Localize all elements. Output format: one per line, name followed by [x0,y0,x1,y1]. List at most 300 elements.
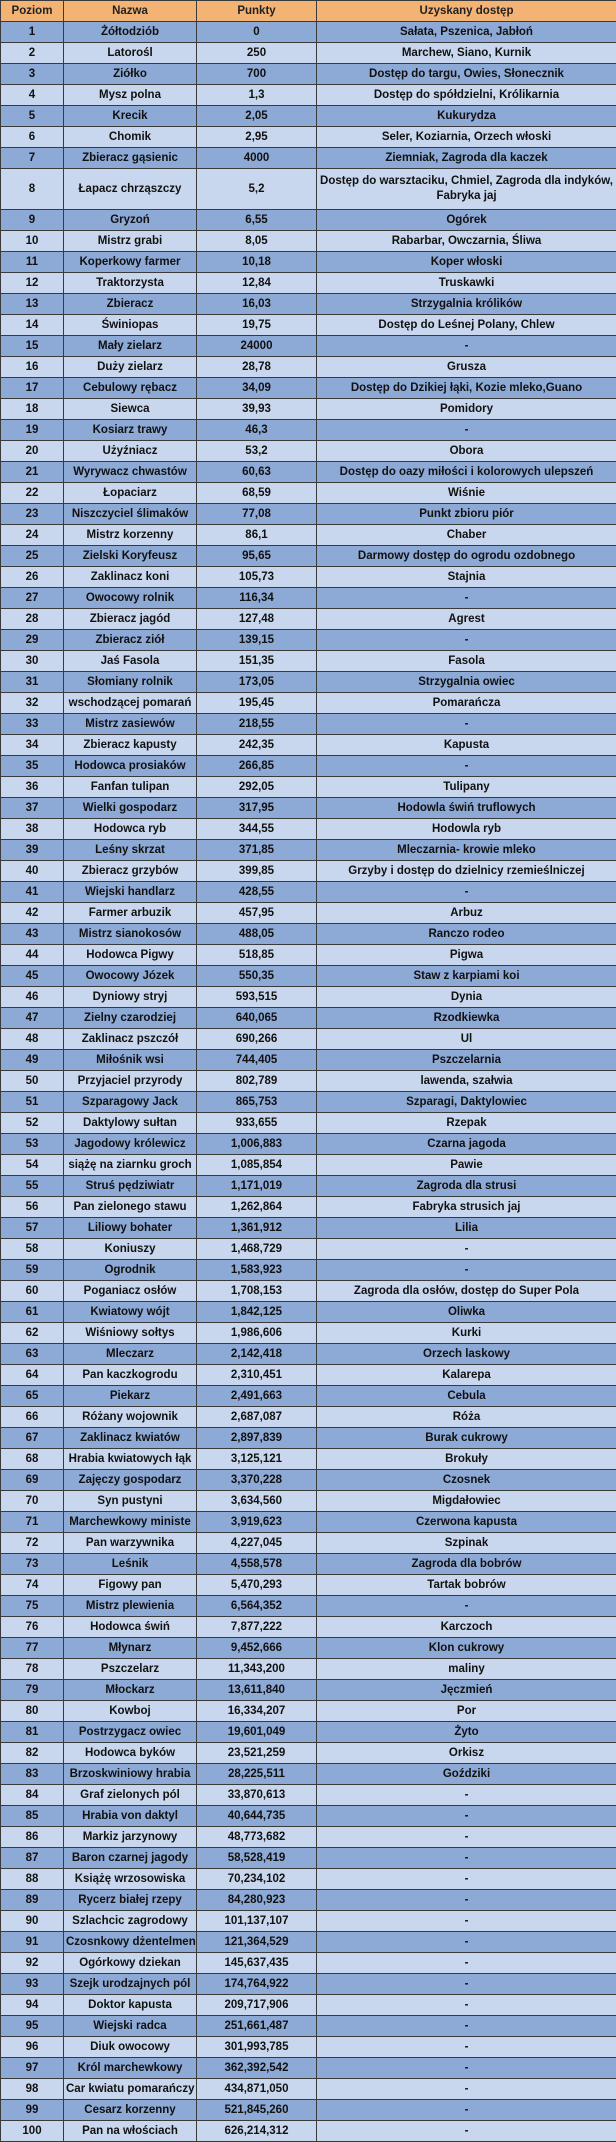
level-cell: 9 [1,210,64,231]
header-level: Poziom [1,1,64,22]
access-cell: Stajnia [317,567,616,588]
level-cell: 100 [1,2121,64,2142]
level-cell: 12 [1,273,64,294]
access-cell: Dostęp do oazy miłości i kolorowych ulepszeń [317,462,616,483]
access-cell: Obora [317,441,616,462]
access-cell: - [317,2037,616,2058]
access-cell: - [317,1827,616,1848]
access-cell: Klon cukrowy [317,1638,616,1659]
level-cell: 76 [1,1617,64,1638]
table-row [1,1722,616,1743]
access-cell: Brokuły [317,1449,616,1470]
name-cell: Struś pędziwiatr [64,1176,197,1197]
header-row [1,1,616,22]
name-cell: Zaklinacz pszczół [64,1029,197,1050]
access-cell: - [317,1953,616,1974]
points-cell: 28,225,511 [197,1764,317,1785]
name-cell: Graf zielonych pól [64,1785,197,1806]
points-cell: 317,95 [197,798,317,819]
points-cell: 12,84 [197,273,317,294]
points-cell: 362,392,542 [197,2058,317,2079]
table-row [1,1596,616,1617]
name-cell: Młockarz [64,1680,197,1701]
name-cell: Różany wojownik [64,1407,197,1428]
access-cell: Rabarbar, Owczarnia, Śliwa [317,231,616,252]
table-row [1,1092,616,1113]
points-cell: 3,370,228 [197,1470,317,1491]
level-cell: 28 [1,609,64,630]
name-cell: Hodowca świń [64,1617,197,1638]
level-cell: 99 [1,2100,64,2121]
table-row [1,294,616,315]
name-cell: Latorośl [64,43,197,64]
access-cell: Cebula [317,1386,616,1407]
name-cell: Zbieracz ziół [64,630,197,651]
access-cell: Ogórek [317,210,616,231]
name-cell: Leśnik [64,1554,197,1575]
level-cell: 78 [1,1659,64,1680]
points-cell: 218,55 [197,714,317,735]
points-cell: 4,227,045 [197,1533,317,1554]
level-cell: 95 [1,2016,64,2037]
access-cell: Rzodkiewka [317,1008,616,1029]
level-cell: 86 [1,1827,64,1848]
name-cell: Zbieracz grzybów [64,861,197,882]
table-row [1,1617,616,1638]
table-row [1,651,616,672]
access-cell: Fabryka strusich jaj [317,1197,616,1218]
level-cell: 43 [1,924,64,945]
level-cell: 18 [1,399,64,420]
level-cell: 37 [1,798,64,819]
points-cell: 301,993,785 [197,2037,317,2058]
points-cell: 371,85 [197,840,317,861]
table-row [1,483,616,504]
level-cell: 70 [1,1491,64,1512]
level-cell: 93 [1,1974,64,1995]
points-cell: 251,661,487 [197,2016,317,2037]
table-header [1,1,616,22]
access-cell: Pomidory [317,399,616,420]
points-cell: 640,065 [197,1008,317,1029]
name-cell: Wiśniowy sołtys [64,1323,197,1344]
points-cell: 2,142,418 [197,1344,317,1365]
points-cell: 1,3 [197,85,317,106]
table-row [1,43,616,64]
table-row [1,798,616,819]
level-cell: 71 [1,1512,64,1533]
level-cell: 87 [1,1848,64,1869]
name-cell: Ziółko [64,64,197,85]
name-cell: Koperkowy farmer [64,252,197,273]
points-cell: 105,73 [197,567,317,588]
access-cell: - [317,630,616,651]
name-cell: Książę wrzosowiska [64,1869,197,1890]
points-cell: 101,137,107 [197,1911,317,1932]
table-row [1,777,616,798]
points-cell: 2,897,839 [197,1428,317,1449]
name-cell: Baron czarnej jagody [64,1848,197,1869]
level-cell: 59 [1,1260,64,1281]
name-cell: siążę na ziarnku groch [64,1155,197,1176]
access-cell: Fasola [317,651,616,672]
name-cell: Wiejski handlarz [64,882,197,903]
access-cell: Truskawki [317,273,616,294]
points-cell: 139,15 [197,630,317,651]
table-row [1,1155,616,1176]
table-row [1,1848,616,1869]
access-cell: Pomarańcza [317,693,616,714]
points-cell: 127,48 [197,609,317,630]
name-cell: Świniopas [64,315,197,336]
level-cell: 33 [1,714,64,735]
access-cell: Hodowla świń truflowych [317,798,616,819]
points-cell: 550,35 [197,966,317,987]
level-cell: 52 [1,1113,64,1134]
points-cell: 68,59 [197,483,317,504]
table-body [1,22,616,2142]
level-cell: 97 [1,2058,64,2079]
level-cell: 39 [1,840,64,861]
name-cell: Koniuszy [64,1239,197,1260]
header-access: Uzyskany dostęp [317,1,616,22]
level-cell: 65 [1,1386,64,1407]
table-row [1,210,616,231]
table-row [1,1344,616,1365]
points-cell: 593,515 [197,987,317,1008]
name-cell: Hodowca ryb [64,819,197,840]
level-cell: 6 [1,127,64,148]
access-cell: Kukurydza [317,106,616,127]
name-cell: Liliowy bohater [64,1218,197,1239]
level-cell: 41 [1,882,64,903]
level-cell: 84 [1,1785,64,1806]
access-cell: Grusza [317,357,616,378]
access-cell: Punkt zbioru piór [317,504,616,525]
table-row [1,1785,616,1806]
level-cell: 31 [1,672,64,693]
level-cell: 24 [1,525,64,546]
points-cell: 46,3 [197,420,317,441]
name-cell: Zbieracz jagód [64,609,197,630]
level-cell: 21 [1,462,64,483]
points-cell: 488,05 [197,924,317,945]
table-row [1,966,616,987]
access-cell: Hodowla ryb [317,819,616,840]
level-cell: 79 [1,1680,64,1701]
name-cell: Kwiatowy wójt [64,1302,197,1323]
level-cell: 23 [1,504,64,525]
level-cell: 69 [1,1470,64,1491]
table-row [1,609,616,630]
access-cell: lawenda, szałwia [317,1071,616,1092]
points-cell: 1,006,883 [197,1134,317,1155]
points-cell: 95,65 [197,546,317,567]
table-row [1,588,616,609]
points-cell: 1,708,153 [197,1281,317,1302]
points-cell: 84,280,923 [197,1890,317,1911]
name-cell: Wyrywacz chwastów [64,462,197,483]
access-cell: Dynia [317,987,616,1008]
points-cell: 428,55 [197,882,317,903]
table-row [1,1050,616,1071]
table-row [1,1365,616,1386]
access-cell: Szparagi, Daktylowiec [317,1092,616,1113]
level-cell: 51 [1,1092,64,1113]
table-row [1,273,616,294]
name-cell: Żółtodziób [64,22,197,43]
access-cell: - [317,336,616,357]
level-cell: 5 [1,106,64,127]
name-cell: Pan na włościach [64,2121,197,2142]
points-cell: 865,753 [197,1092,317,1113]
table-row [1,1029,616,1050]
access-cell: Karczoch [317,1617,616,1638]
name-cell: Niszczyciel ślimaków [64,504,197,525]
access-cell: Por [317,1701,616,1722]
points-cell: 2,491,663 [197,1386,317,1407]
table-row [1,504,616,525]
level-cell: 32 [1,693,64,714]
name-cell: Pan warzywnika [64,1533,197,1554]
level-cell: 45 [1,966,64,987]
name-cell: Daktylowy sułtan [64,1113,197,1134]
access-cell: Arbuz [317,903,616,924]
name-cell: Hodowca byków [64,1743,197,1764]
table-row [1,756,616,777]
points-cell: 9,452,666 [197,1638,317,1659]
name-cell: Fanfan tulipan [64,777,197,798]
points-cell: 11,343,200 [197,1659,317,1680]
access-cell: Chaber [317,525,616,546]
table-row [1,1302,616,1323]
name-cell: Pan zielonego stawu [64,1197,197,1218]
points-cell: 1,085,854 [197,1155,317,1176]
table-row [1,840,616,861]
points-cell: 690,266 [197,1029,317,1050]
level-cell: 42 [1,903,64,924]
access-cell: Orzech laskowy [317,1344,616,1365]
name-cell: Zbieracz [64,294,197,315]
name-cell: Farmer arbuzik [64,903,197,924]
name-cell: Przyjaciel przyrody [64,1071,197,1092]
access-cell: - [317,756,616,777]
access-cell: Czosnek [317,1470,616,1491]
access-cell: Strzygalnia królików [317,294,616,315]
access-cell: - [317,1932,616,1953]
level-cell: 57 [1,1218,64,1239]
table-row [1,1890,616,1911]
access-cell: Ul [317,1029,616,1050]
access-cell: - [317,2100,616,2121]
name-cell: Ogórkowy dziekan [64,1953,197,1974]
access-cell: Goździki [317,1764,616,1785]
name-cell: Hrabia von daktyl [64,1806,197,1827]
points-cell: 3,125,121 [197,1449,317,1470]
access-cell: - [317,1785,616,1806]
name-cell: Cesarz korzenny [64,2100,197,2121]
level-cell: 2 [1,43,64,64]
table-row [1,1428,616,1449]
access-cell: Migdałowiec [317,1491,616,1512]
access-cell: Dostęp do Leśnej Polany, Chlew [317,315,616,336]
name-cell: Postrzygacz owiec [64,1722,197,1743]
points-cell: 3,919,623 [197,1512,317,1533]
points-cell: 121,364,529 [197,1932,317,1953]
name-cell: Młynarz [64,1638,197,1659]
points-cell: 16,334,207 [197,1701,317,1722]
table-row [1,1386,616,1407]
level-cell: 15 [1,336,64,357]
table-row [1,546,616,567]
points-cell: 1,171,019 [197,1176,317,1197]
points-cell: 209,717,906 [197,1995,317,2016]
level-cell: 19 [1,420,64,441]
access-cell: - [317,2016,616,2037]
level-cell: 53 [1,1134,64,1155]
name-cell: Figowy pan [64,1575,197,1596]
table-row [1,1113,616,1134]
name-cell: Krecik [64,106,197,127]
table-row [1,2058,616,2079]
table-row [1,1932,616,1953]
name-cell: Pan kaczkogrodu [64,1365,197,1386]
points-cell: 5,2 [197,169,317,210]
name-cell: Łapacz chrząszczy [64,169,197,210]
points-cell: 23,521,259 [197,1743,317,1764]
access-cell: Pszczelarnia [317,1050,616,1071]
access-cell: Agrest [317,609,616,630]
access-cell: Zagroda dla osłów, dostęp do Super Pola [317,1281,616,1302]
access-cell: Kapusta [317,735,616,756]
level-cell: 74 [1,1575,64,1596]
name-cell: Gryzoń [64,210,197,231]
points-cell: 2,05 [197,106,317,127]
points-cell: 16,03 [197,294,317,315]
access-cell: Sałata, Pszenica, Jabłoń [317,22,616,43]
points-cell: 292,05 [197,777,317,798]
name-cell: Szejk urodzajnych pól [64,1974,197,1995]
access-cell: Ziemniak, Zagroda dla kaczek [317,148,616,169]
table-row [1,1743,616,1764]
level-cell: 81 [1,1722,64,1743]
points-cell: 344,55 [197,819,317,840]
level-cell: 96 [1,2037,64,2058]
table-row [1,441,616,462]
table-row [1,64,616,85]
level-cell: 60 [1,1281,64,1302]
points-cell: 457,95 [197,903,317,924]
name-cell: Szlachcic zagrodowy [64,1911,197,1932]
name-cell: Zbieracz gąsienic [64,148,197,169]
points-cell: 7,877,222 [197,1617,317,1638]
level-cell: 75 [1,1596,64,1617]
table-row [1,1659,616,1680]
name-cell: Cebulowy rębacz [64,378,197,399]
points-cell: 173,05 [197,672,317,693]
name-cell: Wielki gospodarz [64,798,197,819]
table-row [1,462,616,483]
access-cell: Tartak bobrów [317,1575,616,1596]
name-cell: Mleczarz [64,1344,197,1365]
header-name: Nazwa [64,1,197,22]
table-row [1,1806,616,1827]
table-row [1,1680,616,1701]
table-row [1,861,616,882]
name-cell: Markiz jarzynowy [64,1827,197,1848]
level-cell: 13 [1,294,64,315]
table-row [1,148,616,169]
table-row [1,231,616,252]
points-cell: 24000 [197,336,317,357]
access-cell: - [317,1911,616,1932]
access-cell: - [317,1239,616,1260]
points-cell: 1,262,864 [197,1197,317,1218]
table-row [1,924,616,945]
access-cell: Pigwa [317,945,616,966]
name-cell: Zielny czarodziej [64,1008,197,1029]
points-cell: 2,687,087 [197,1407,317,1428]
table-row [1,2037,616,2058]
level-cell: 35 [1,756,64,777]
table-row [1,85,616,106]
access-cell: - [317,1869,616,1890]
access-cell: Staw z karpiami koi [317,966,616,987]
table-row [1,252,616,273]
table-row [1,2100,616,2121]
level-cell: 82 [1,1743,64,1764]
table-row [1,1701,616,1722]
table-row [1,1638,616,1659]
level-cell: 29 [1,630,64,651]
name-cell: Car kwiatu pomarańczy [64,2079,197,2100]
access-cell: - [317,2121,616,2142]
name-cell: Siewca [64,399,197,420]
name-cell: Chomik [64,127,197,148]
table-row [1,630,616,651]
table-row [1,903,616,924]
access-cell: maliny [317,1659,616,1680]
level-cell: 49 [1,1050,64,1071]
table-row [1,315,616,336]
table-row [1,2016,616,2037]
access-cell: - [317,1890,616,1911]
name-cell: Mały zielarz [64,336,197,357]
table-row [1,1239,616,1260]
points-cell: 6,564,352 [197,1596,317,1617]
table-row [1,525,616,546]
points-cell: 518,85 [197,945,317,966]
level-cell: 54 [1,1155,64,1176]
access-cell: Dostęp do warsztaciku, Chmiel, Zagroda dla indyków, Fabryka jaj [317,169,616,210]
level-cell: 14 [1,315,64,336]
access-cell: Szpinak [317,1533,616,1554]
name-cell: Duży zielarz [64,357,197,378]
level-cell: 20 [1,441,64,462]
points-cell: 70,234,102 [197,1869,317,1890]
points-cell: 145,637,435 [197,1953,317,1974]
table-row [1,714,616,735]
points-cell: 744,405 [197,1050,317,1071]
access-cell: Ranczo rodeo [317,924,616,945]
access-cell: - [317,1974,616,1995]
access-cell: Marchew, Siano, Kurnik [317,43,616,64]
table-row [1,1491,616,1512]
name-cell: Hrabia kwiatowych łąk [64,1449,197,1470]
access-cell: Mleczarnia- krowie mleko [317,840,616,861]
name-cell: Mistrz sianokosów [64,924,197,945]
name-cell: Hodowca prosiaków [64,756,197,777]
